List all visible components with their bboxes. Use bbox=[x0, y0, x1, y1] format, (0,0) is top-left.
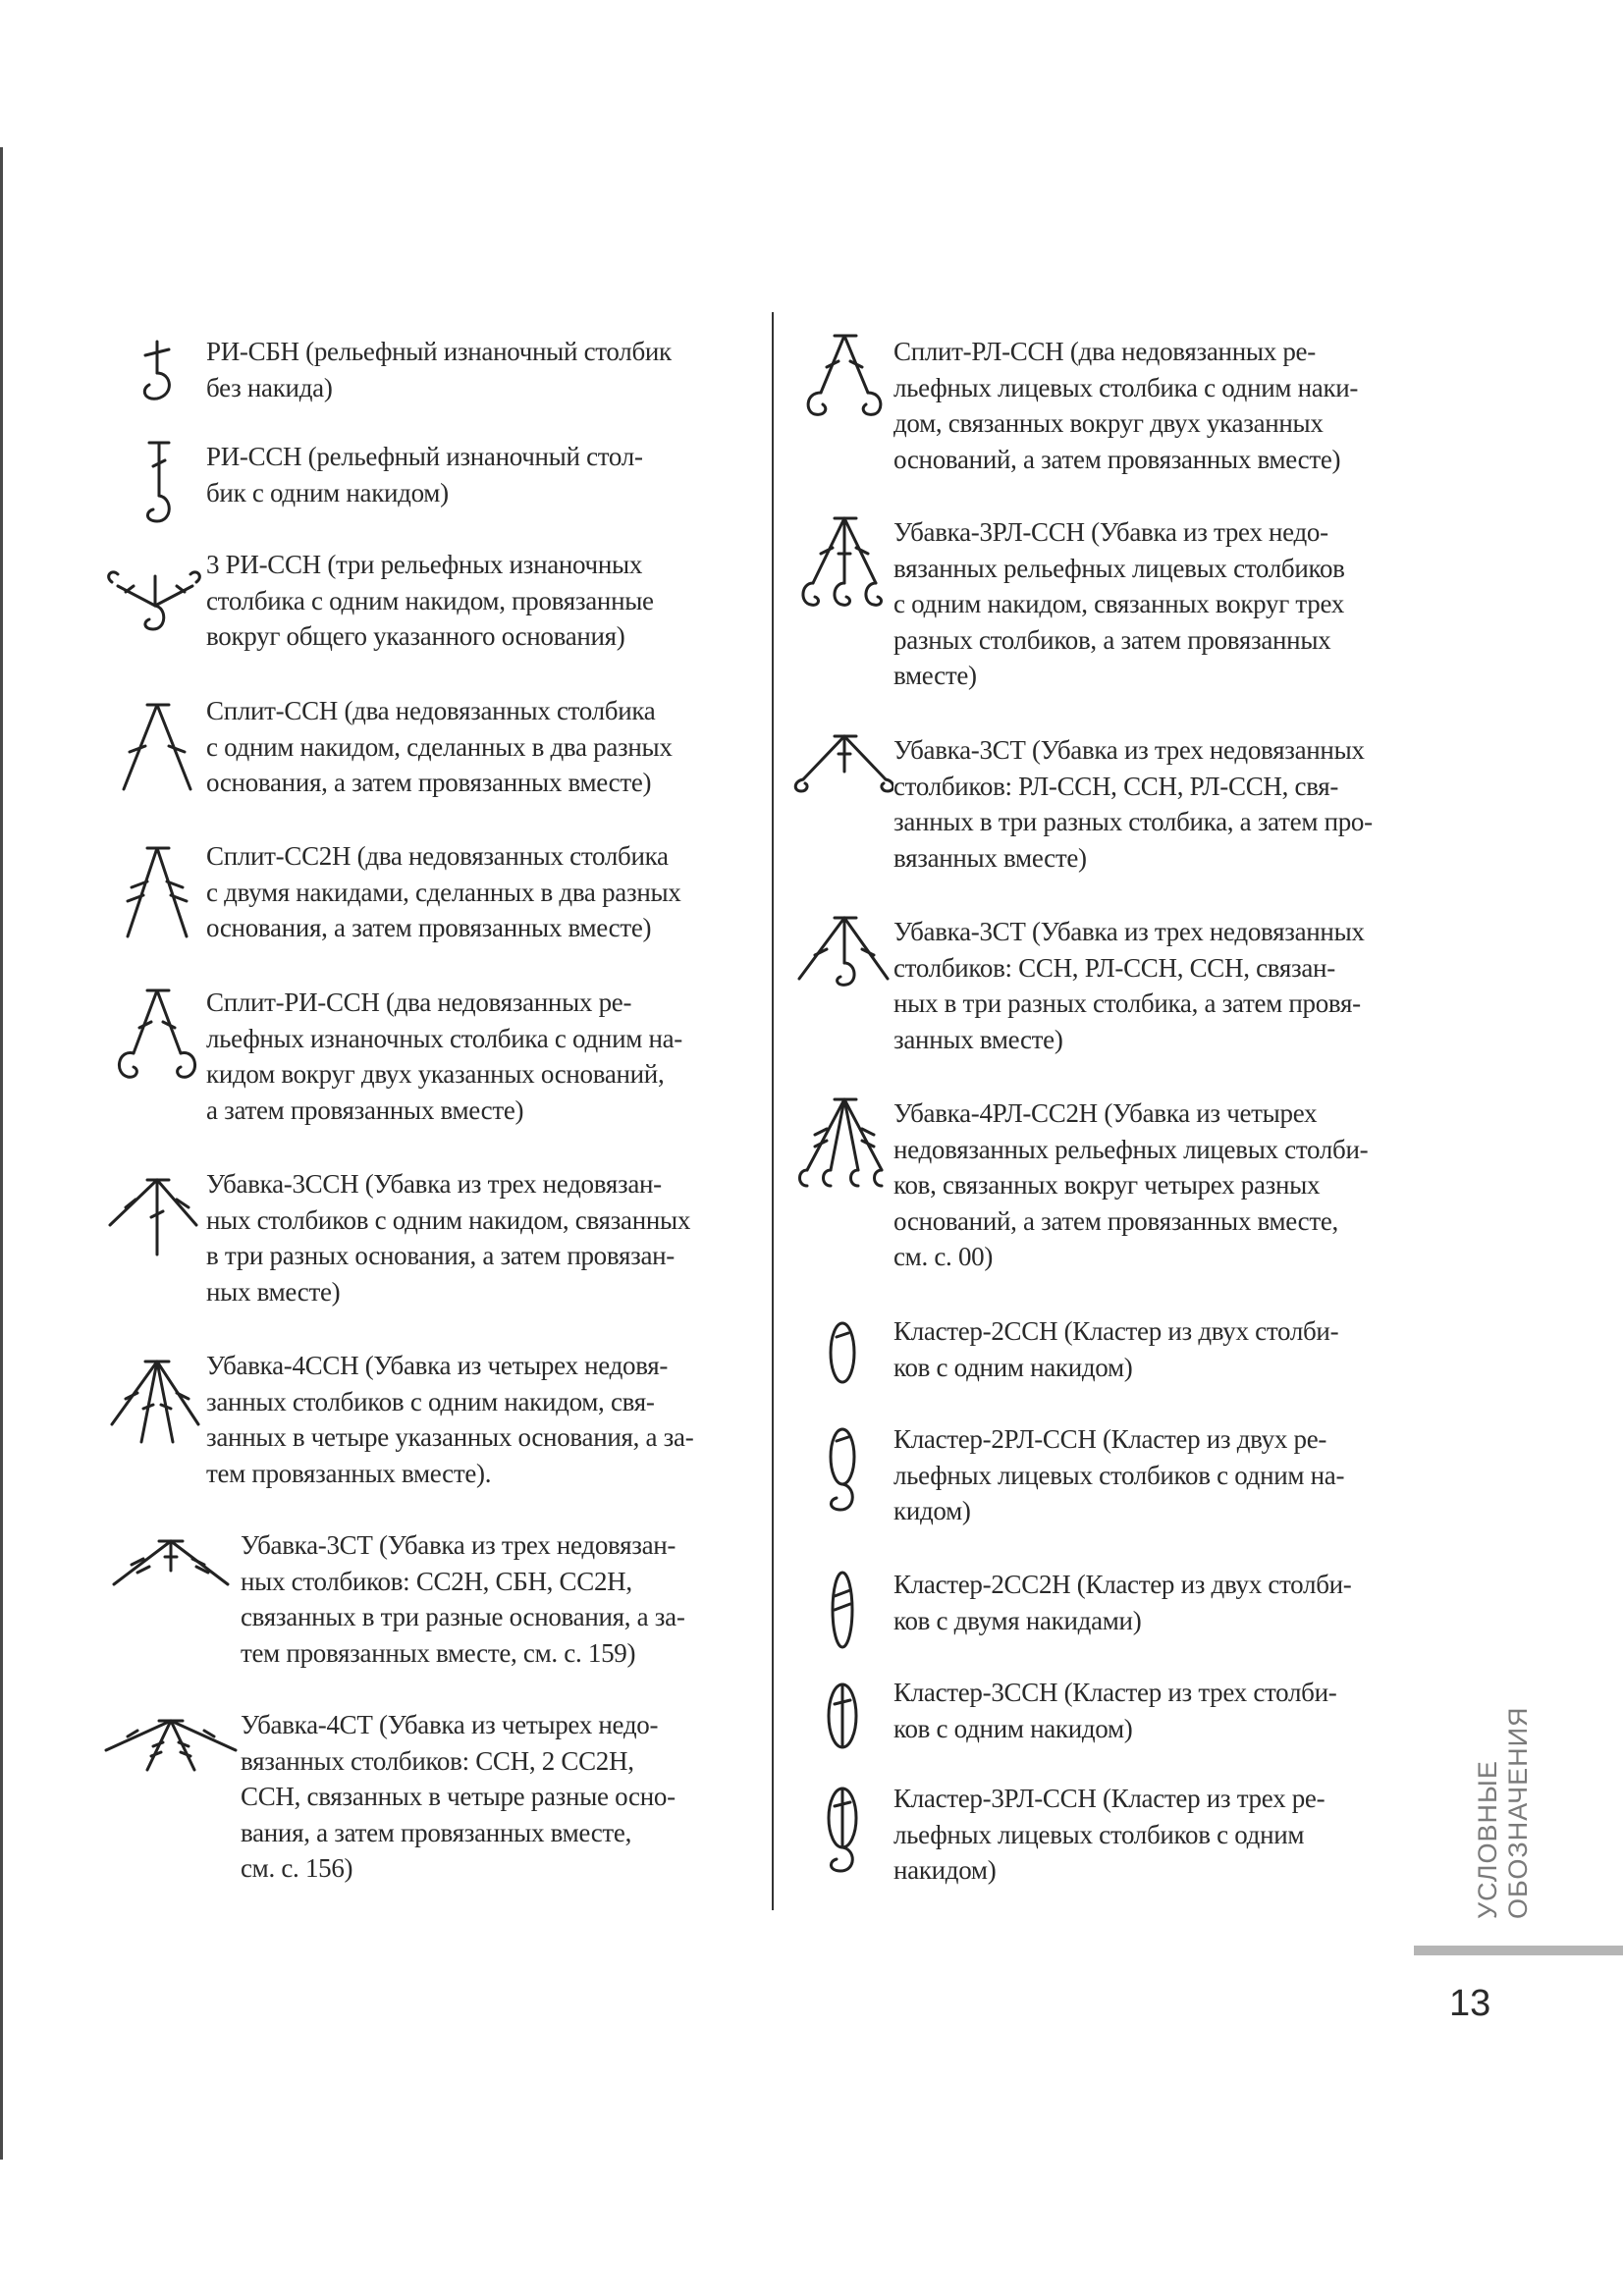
legend-entry bbox=[785, 1781, 1325, 1889]
legend-entry bbox=[785, 1421, 1344, 1529]
split-dc-icon bbox=[98, 693, 206, 801]
legend-text: Убавка-3РЛ-ССН (Убавка из трех недо- вязанных рельефных лицевых столбиков с одним накидом, связанных вокруг трех разных столбиков, а затем провязанных вместе) bbox=[893, 517, 1345, 690]
split-relief-back-dc-icon bbox=[98, 985, 206, 1093]
legend-entry bbox=[98, 838, 681, 946]
section-tab-bar bbox=[1414, 1946, 1623, 1955]
legend-entry bbox=[785, 1313, 1338, 1392]
decrease-4-relief-front-tr-icon bbox=[785, 1095, 893, 1203]
decrease-3st-mixed-icon bbox=[98, 1527, 241, 1596]
cluster-2tr-icon bbox=[785, 1567, 893, 1655]
legend-text: Убавка-3СТ (Убавка из трех недовязанных столбиков: РЛ-ССН, ССН, РЛ-ССН, свя- занных в три разных столбика, а затем про- вязанных вместе) bbox=[893, 735, 1373, 873]
column-divider bbox=[772, 312, 774, 1910]
legend-text: Убавка-4РЛ-СС2Н (Убавка из четырех недовязанных рельефных лицевых столби- ков, связанных вокруг четырех разных оснований, а затем провязанных вместе, см. с. 00) bbox=[893, 1098, 1369, 1271]
legend-entry bbox=[785, 914, 1365, 1057]
legend-text: Кластер-2ССН (Кластер из двух столби- ков с одним накидом) bbox=[893, 1316, 1339, 1382]
cluster-3dc-icon bbox=[785, 1675, 893, 1763]
legend-text: Сплит-РЛ-ССН (два недовязанных ре- льефных лицевых столбика с одним наки- дом, связанных вокруг двух указанных оснований, а затем провязанных вместе) bbox=[893, 337, 1359, 474]
three-relief-back-dc-icon bbox=[98, 547, 206, 655]
legend-text: Сплит-ССН (два недовязанных столбика с одним накидом, сделанных в два разных основания, а затем провязанных вместе) bbox=[206, 696, 673, 797]
legend-entry bbox=[98, 334, 672, 412]
split-relief-front-dc-icon bbox=[785, 334, 893, 442]
decrease-4st-mixed-icon bbox=[98, 1707, 241, 1786]
cluster-2dc-icon bbox=[785, 1313, 893, 1392]
legend-entry bbox=[785, 732, 1373, 876]
legend-text: РИ-ССН (рельефный изнаночный стол- бик с одним накидом) bbox=[206, 442, 643, 507]
decrease-3st-relief-icon bbox=[785, 732, 893, 830]
page-edge-line bbox=[0, 147, 3, 2160]
legend-text: Убавка-3ССН (Убавка из трех недовязан- ных столбиков с одним накидом, связанных в три разных основания, а затем провязан- ных вместе) bbox=[206, 1169, 691, 1307]
legend-entry bbox=[98, 985, 682, 1128]
decrease-3dc-icon bbox=[98, 1166, 206, 1274]
cluster-3-relief-front-dc-icon bbox=[785, 1781, 893, 1889]
legend-entry bbox=[785, 1675, 1336, 1763]
legend-entry bbox=[98, 439, 643, 527]
legend-text: Кластер-3РЛ-ССН (Кластер из трех ре- льефных лицевых столбиков с одним накидом) bbox=[893, 1784, 1325, 1885]
legend-text: Сплит-СС2Н (два недовязанных столбика с двумя накидами, сделанных в два разных основания, а затем провязанных вместе) bbox=[206, 841, 681, 942]
split-tr-icon bbox=[98, 838, 206, 946]
legend-entry bbox=[785, 1567, 1351, 1655]
legend-entry bbox=[98, 1166, 690, 1309]
legend-text: Убавка-4ССН (Убавка из четырех недовя- занных столбиков с одним накидом, свя- занных в четыре указанных основания, а за- тем провязанных вместе). bbox=[206, 1351, 694, 1488]
legend-entry bbox=[785, 334, 1358, 477]
legend-text: РИ-СБН (рельефный изнаночный столбик без накида) bbox=[206, 337, 672, 402]
legend-text: Убавка-3СТ (Убавка из трех недовязан- ных столбиков: СС2Н, СБН, СС2Н, связанных в три разные основания, а за- тем провязанных вместе, см. с. 159) bbox=[241, 1530, 685, 1668]
relief-back-sc-icon bbox=[98, 334, 206, 412]
section-side-title: УСЛОВНЫЕ ОБОЗНАЧЕНИЯ bbox=[1473, 1706, 1533, 1919]
decrease-3-relief-front-dc-icon bbox=[785, 514, 893, 622]
legend-text: Кластер-2РЛ-ССН (Кластер из двух ре- льефных лицевых столбиков с одним на- кидом) bbox=[893, 1424, 1345, 1525]
legend-text: Кластер-2СС2Н (Кластер из двух столби- ков с двумя накидами) bbox=[893, 1570, 1352, 1635]
legend-text: Убавка-3СТ (Убавка из трех недовязанных столбиков: ССН, РЛ-ССН, ССН, связан- ных в три разных столбика, а затем провя- занных вместе) bbox=[893, 917, 1365, 1054]
legend-entry bbox=[785, 1095, 1368, 1275]
decrease-3st-center-relief-icon bbox=[785, 914, 893, 1012]
legend-entry bbox=[98, 1527, 685, 1671]
legend-text: Сплит-РИ-ССН (два недовязанных ре- льефных изнаночных столбика с одним на- кидом вокруг двух указанных оснований, а затем провязанных вместе) bbox=[206, 988, 682, 1125]
legend-entry bbox=[785, 514, 1345, 694]
page-number: 13 bbox=[1449, 1983, 1491, 2024]
legend-text: 3 РИ-ССН (три рельефных изнаночных столбика с одним накидом, провязанные вокруг общего указанного основания) bbox=[206, 550, 654, 651]
legend-entry bbox=[98, 547, 654, 655]
decrease-4dc-icon bbox=[98, 1348, 206, 1456]
cluster-2-relief-front-dc-icon bbox=[785, 1421, 893, 1529]
relief-back-dc-icon bbox=[98, 439, 206, 527]
legend-text: Убавка-4СТ (Убавка из четырех недо- вязанных столбиков: ССН, 2 СС2Н, ССН, связанных в четыре разные осно- вания, а затем провязанных вместе, см. с. 156) bbox=[241, 1710, 676, 1883]
legend-entry bbox=[98, 693, 673, 801]
legend-text: Кластер-3ССН (Кластер из трех столби- ков с одним накидом) bbox=[893, 1678, 1337, 1743]
legend-entry bbox=[98, 1707, 676, 1887]
legend-entry bbox=[98, 1348, 693, 1491]
